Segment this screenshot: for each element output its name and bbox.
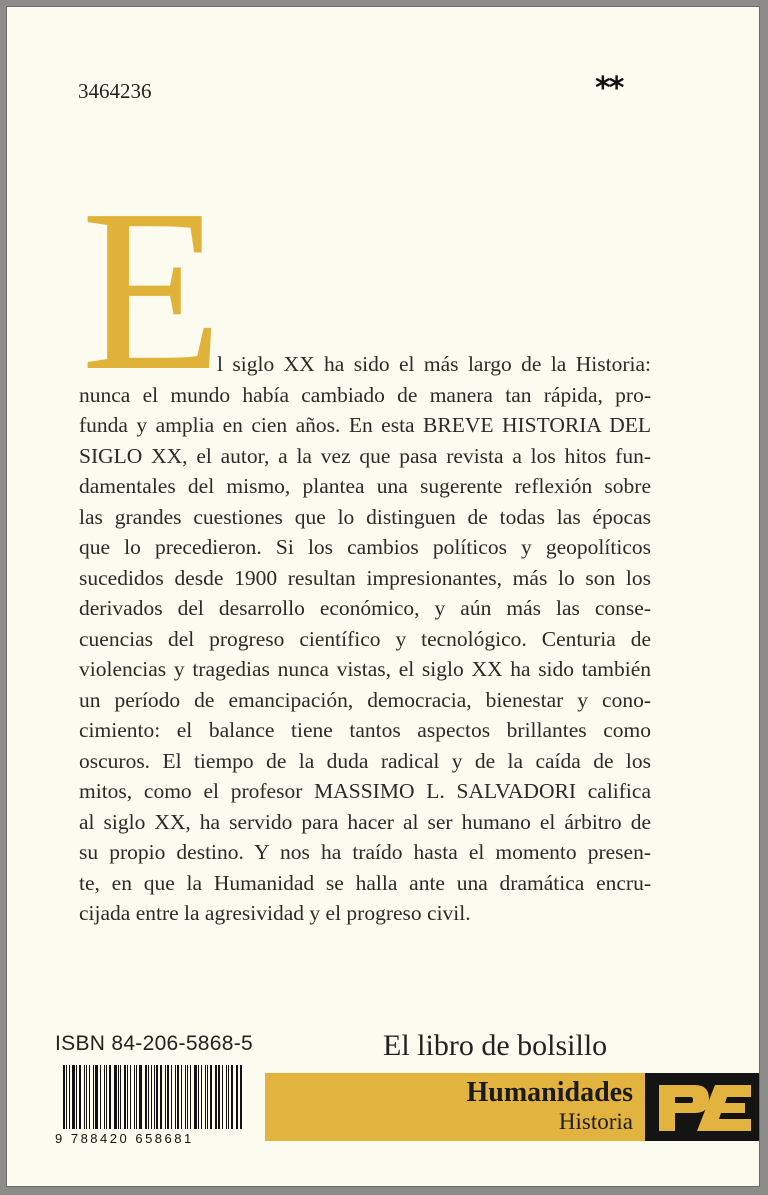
blurb-line: que lo precedieron. Si los cambios políticos y geopolíticos [79, 535, 651, 559]
blurb-line: te, en que la Humanidad se halla ante una dramática encru- [79, 870, 651, 895]
blurb-line: mitos, como el profesor MASSIMO L. SALVADORI califica [79, 779, 651, 803]
barcode-bar [118, 1065, 119, 1129]
barcode-bar [226, 1065, 227, 1129]
barcode-bar [222, 1065, 223, 1129]
barcode-bar [79, 1065, 81, 1129]
collection-title: El libro de bolsillo [383, 1029, 608, 1062]
barcode-bar [205, 1065, 206, 1129]
blurb-line: nunca el mundo había cambiado de manera tan rápida, pro- [79, 382, 651, 407]
blurb-line: SIGLO XX, el autor, a la vez que pasa revista a los hitos fun- [79, 443, 651, 468]
barcode-bar [114, 1065, 117, 1129]
barcode-bar [139, 1065, 142, 1129]
barcode-bar [175, 1065, 176, 1129]
barcode-bar [63, 1065, 65, 1129]
barcode-bar [145, 1065, 147, 1129]
blurb-line: damentales del mismo, plantea una sugerente reflexión sobre [79, 474, 651, 498]
barcode-bar [109, 1065, 111, 1129]
barcode-digits: 9 788420 658681 [55, 1131, 194, 1146]
blurb-line: cimiento: el balance tiene tantos aspectos brillantes como [79, 718, 651, 742]
barcode-bar [72, 1065, 75, 1129]
catalog-number: 3464236 [78, 79, 152, 103]
book-description [79, 349, 651, 929]
series-name: Humanidades [466, 1077, 633, 1108]
barcode-bar [86, 1065, 87, 1129]
blurb-line: l siglo XX ha sido el más largo de la Historia: [217, 352, 651, 376]
barcode-bar [190, 1065, 191, 1129]
blurb-line: un período de emancipación, democracia, bienestar y cono- [79, 687, 651, 712]
barcode-bar [231, 1065, 233, 1129]
barcode-bar [148, 1065, 149, 1129]
blurb-line: cijada entre la agresividad y el progreso civil. [79, 901, 471, 925]
isbn-label: ISBN 84-206-5868-5 [55, 1032, 254, 1055]
barcode-bar [201, 1065, 203, 1129]
barcode-bar [134, 1065, 136, 1129]
barcode-bar [185, 1065, 187, 1129]
blurb-line: derivados del desarrollo económico, y aún más las conse- [79, 596, 651, 620]
barcode-bar [151, 1065, 152, 1129]
barcode-bar [120, 1065, 121, 1129]
blurb-line: sucedidos desde 1900 resultan impresionantes, más lo son los [79, 565, 651, 590]
barcode-bar [207, 1065, 208, 1129]
barcode-bar [100, 1065, 102, 1129]
blurb-line: violencias y tragedias nunca vistas, el siglo XX ha sido también [79, 657, 651, 681]
barcode-bar [69, 1065, 70, 1129]
barcode-bar [167, 1065, 170, 1129]
blurb-line: su propio destino. Y nos ha traído hasta el momento presen- [79, 840, 651, 864]
barcode-bar [124, 1065, 126, 1129]
blurb-line: oscuros. El tiempo de la duda radical y de la caída de los [79, 748, 651, 773]
barcode-bar [194, 1065, 197, 1129]
barcode-bar [104, 1065, 105, 1129]
barcode-bar [136, 1065, 137, 1129]
barcode-bar [210, 1065, 212, 1129]
barcode-bar [198, 1065, 199, 1129]
barcode-bar [127, 1065, 128, 1129]
barcode-bar [95, 1065, 98, 1129]
barcode-bar [156, 1065, 158, 1129]
barcode-bar [218, 1065, 221, 1129]
barcode-bar [154, 1065, 155, 1129]
barcode-bar [228, 1065, 229, 1129]
barcode-bar [240, 1065, 242, 1129]
blurb-line: funda y amplia en cien años. En esta BREVE HISTORIA DEL [79, 413, 651, 437]
series-subtitle: Historia [558, 1109, 633, 1134]
barcode-bar [215, 1065, 217, 1129]
book-back-cover [6, 6, 760, 1187]
blurb-line: cuencias del progreso científico y tecnológico. Centuria de [79, 626, 651, 651]
barcode-bar [76, 1065, 77, 1129]
barcode-bar [160, 1065, 162, 1129]
barcode-bar [84, 1065, 86, 1129]
barcode-bar [237, 1065, 238, 1129]
price-stars: ** [595, 71, 623, 106]
barcode-bar [187, 1065, 188, 1129]
barcode [63, 1065, 245, 1129]
blurb-line: las grandes cuestiones que lo distinguen de todas las épocas [79, 504, 651, 529]
series-band [265, 1073, 645, 1141]
barcode-bar [181, 1065, 182, 1129]
barcode-bar [106, 1065, 107, 1129]
barcode-bar [171, 1065, 172, 1129]
drop-cap-letter: E [81, 162, 223, 419]
barcode-bar [66, 1065, 67, 1129]
barcode-bar [93, 1065, 94, 1129]
barcode-bar [89, 1065, 90, 1129]
barcode-bar [165, 1065, 166, 1129]
blurb-line: al siglo XX, ha servido para hacer al ser humano el árbitro de [79, 809, 651, 834]
publisher-logo-icon [645, 1073, 760, 1141]
barcode-bar [130, 1065, 131, 1129]
barcode-bar [236, 1065, 237, 1129]
barcode-bar [177, 1065, 179, 1129]
